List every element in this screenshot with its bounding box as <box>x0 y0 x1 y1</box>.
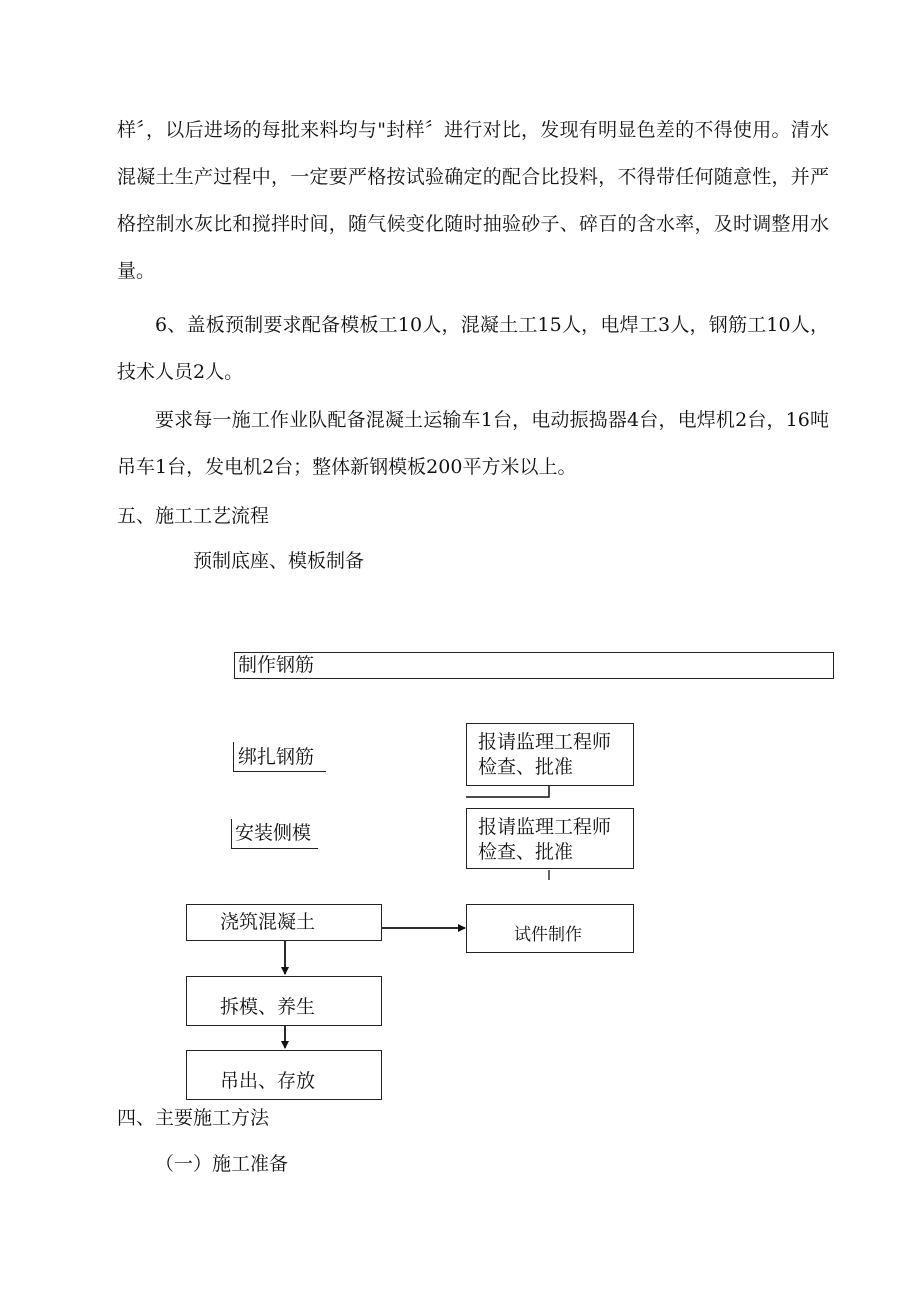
flow-box-supervisor-check-1 <box>466 723 634 786</box>
flow-box-lift-store <box>186 1050 382 1100</box>
flow-label-make-rebar: 制作钢筋 <box>238 654 315 676</box>
flow-label-check1-line2: 检查、批准 <box>478 756 574 778</box>
section-heading-main-methods: 四、主要施工方法 <box>117 1107 270 1129</box>
flow-label-check1-line1: 报请监理工程师 <box>478 731 612 753</box>
flow-box-pour-concrete <box>186 904 382 941</box>
flow-box-install-side-forms <box>231 819 318 849</box>
paragraph-mix-control: 样〞，以后进场的每批来料均与"封样〞进行对比，发现有明显色差的不得使用。清水混凝土生产过程中，一定要严格按试验确定的配合比投料，不得带任何随意性，并严格控制水灰比和搅拌时间，随气候变化随时抽验砂子、碎百的含水率，及时调整用水量。 <box>117 119 829 282</box>
connector-check1 <box>466 786 549 797</box>
flow-label-check2-line2: 检查、批准 <box>478 841 574 863</box>
subsection-heading-preparation: （一）施工准备 <box>155 1153 289 1175</box>
flow-label-pour-concrete: 浇筑混凝土 <box>220 911 316 933</box>
flow-label-lift-store: 吊出、存放 <box>220 1070 316 1092</box>
flow-label-demold-cure: 拆模、养生 <box>220 996 316 1018</box>
flow-box-supervisor-check-2 <box>466 808 634 869</box>
paragraph-equipment: 要求每一施工作业队配备混凝土运输车1台，电动振捣器4台，电焊机2台，16吨吊车1台，发电机2台；整体新钢模板200平方米以上。 <box>117 409 829 478</box>
section-heading-process-flow: 五、施工工艺流程 <box>117 505 270 527</box>
flow-box-bind-rebar <box>233 742 326 772</box>
flow-label-test-specimens: 试件制作 <box>514 925 582 945</box>
flow-box-test-specimens <box>466 904 634 953</box>
flow-box-demold-cure <box>186 976 382 1026</box>
flow-box-make-rebar <box>234 652 834 679</box>
flow-step-base-preparation: 预制底座、模板制备 <box>193 550 365 572</box>
flow-label-check2-line1: 报请监理工程师 <box>478 816 612 838</box>
flow-label-bind-rebar: 绑扎钢筋 <box>238 746 315 768</box>
paragraph-staffing: 6、盖板预制要求配备模板工10人，混凝土工15人，电焊工3人，钢筋工10人，技术人员2人。 <box>117 314 829 383</box>
flow-label-install-side-forms: 安装侧模 <box>235 822 312 844</box>
